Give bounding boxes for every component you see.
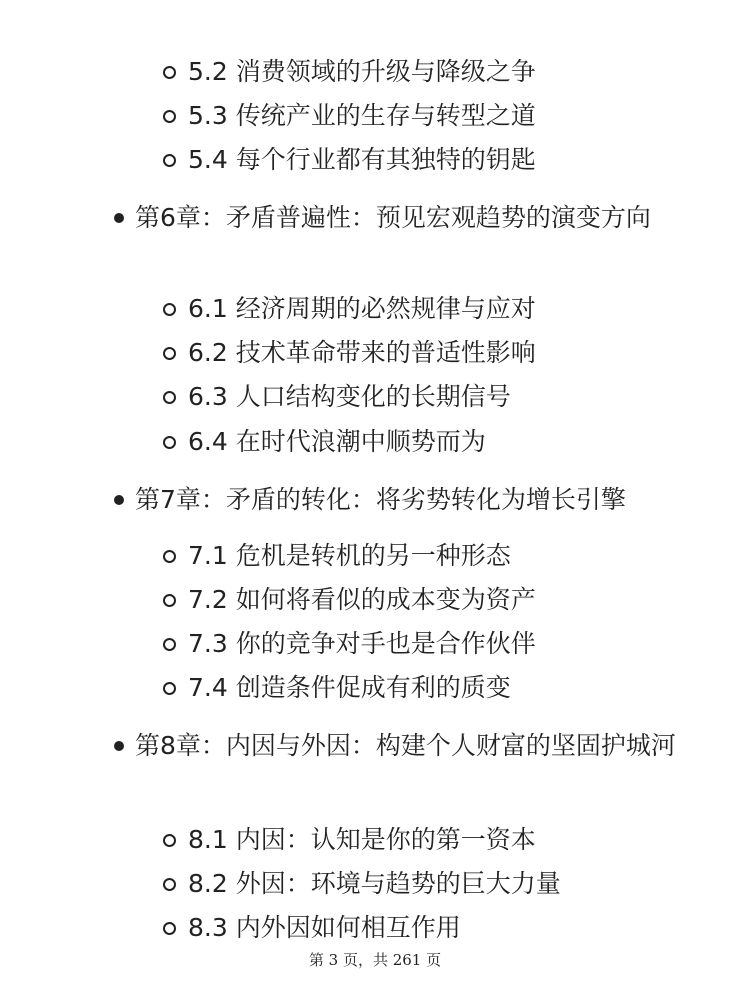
section-title: 5.2 消费领域的升级与降级之争 xyxy=(188,57,536,86)
section-title: 7.1 危机是转机的另一种形态 xyxy=(188,541,511,570)
section-title: 6.4 在时代浪潮中顺势而为 xyxy=(188,427,486,456)
section-title: 7.3 你的竞争对手也是合作伙伴 xyxy=(188,629,536,658)
hollow-bullet-icon xyxy=(163,878,176,891)
hollow-bullet-icon xyxy=(163,66,176,79)
section-title: 8.1 内因：认知是你的第一资本 xyxy=(188,825,536,854)
hollow-bullet-icon xyxy=(163,550,176,563)
hollow-bullet-icon xyxy=(163,922,176,935)
section-title: 5.3 传统产业的生存与转型之道 xyxy=(188,101,536,130)
hollow-bullet-icon xyxy=(163,436,176,449)
section-title: 8.3 内外因如何相互作用 xyxy=(188,913,461,942)
section-title: 5.4 每个行业都有其独特的钥匙 xyxy=(188,145,536,174)
hollow-bullet-icon xyxy=(163,303,176,316)
chapter-title: 第8章：内因与外因：构建个人财富的坚固护城河 xyxy=(135,731,676,760)
hollow-bullet-icon xyxy=(163,154,176,167)
chapter-title: 第6章：矛盾普遍性：预见宏观趋势的演变方向 xyxy=(135,203,651,232)
hollow-bullet-icon xyxy=(163,594,176,607)
page-number: 第 3 页，共 261 页 xyxy=(308,951,442,969)
solid-bullet-icon xyxy=(114,213,124,223)
section-title: 6.1 经济周期的必然规律与应对 xyxy=(188,294,536,323)
chapter-title: 第7章：矛盾的转化：将劣势转化为增长引擎 xyxy=(135,485,626,514)
hollow-bullet-icon xyxy=(163,682,176,695)
hollow-bullet-icon xyxy=(163,391,176,404)
hollow-bullet-icon xyxy=(163,834,176,847)
section-title: 7.4 创造条件促成有利的质变 xyxy=(188,673,511,702)
hollow-bullet-icon xyxy=(163,347,176,360)
section-title: 6.3 人口结构变化的长期信号 xyxy=(188,382,511,411)
solid-bullet-icon xyxy=(114,741,124,751)
section-title: 6.2 技术革命带来的普适性影响 xyxy=(188,338,536,367)
section-title: 8.2 外因：环境与趋势的巨大力量 xyxy=(188,869,561,898)
solid-bullet-icon xyxy=(114,495,124,505)
hollow-bullet-icon xyxy=(163,638,176,651)
section-title: 7.2 如何将看似的成本变为资产 xyxy=(188,585,536,614)
hollow-bullet-icon xyxy=(163,110,176,123)
